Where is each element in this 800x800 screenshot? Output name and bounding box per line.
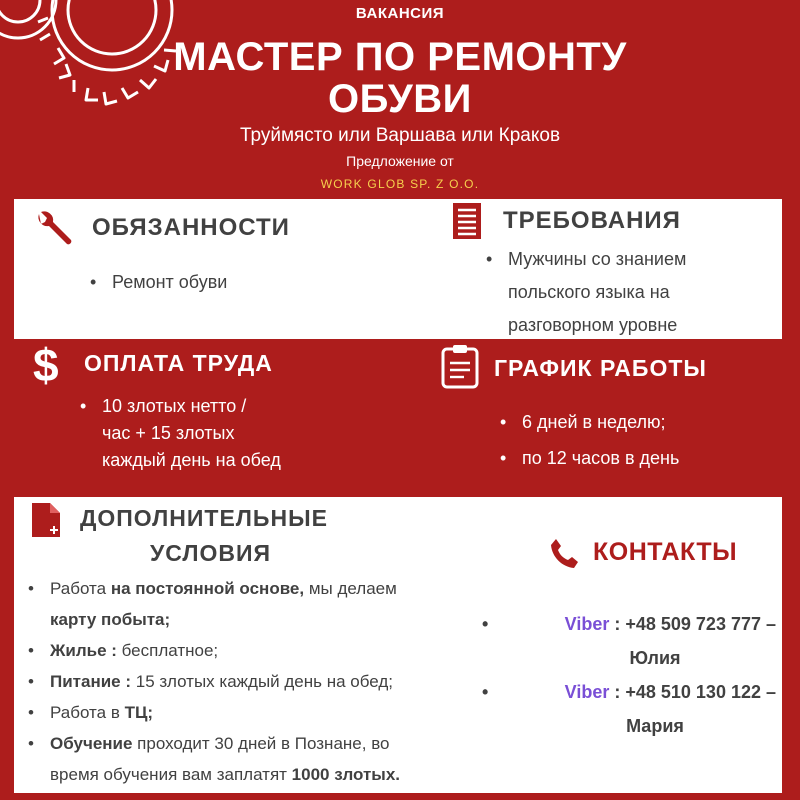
schedule-title: ГРАФИК РАБОТЫ xyxy=(494,355,707,381)
schedule-list xyxy=(500,404,679,476)
contact-number[interactable]: : +48 510 130 122 – xyxy=(609,682,776,702)
item-bold: на постоянной основе, xyxy=(110,579,305,598)
document-lines-icon xyxy=(452,202,482,240)
dollar-icon: $ xyxy=(33,339,59,391)
document-plus-icon xyxy=(31,502,61,538)
title-line-1: МАСТЕР ПО РЕМОНТУ xyxy=(173,35,627,79)
requirements-title: ТРЕБОВАНИЯ xyxy=(503,207,681,234)
item-bold: Питание : xyxy=(50,672,132,691)
page-title xyxy=(0,36,800,120)
contact-entry xyxy=(480,675,780,709)
job-kicker: ВАКАНСИЯ xyxy=(355,5,445,22)
list-item xyxy=(28,697,468,728)
item-bold: карту побыта; xyxy=(50,610,171,629)
phone-icon xyxy=(549,537,579,569)
viber-label: Viber xyxy=(564,614,610,634)
additional-title-line-1: ДОПОЛНИТЕЛЬНЫЕ xyxy=(80,505,328,531)
item-text: Работа в xyxy=(50,703,125,722)
list-item: • Ремонт обуви xyxy=(90,270,227,294)
item-text: мы делаем xyxy=(304,579,397,598)
company-name: WORK GLOB SP. Z O.O. xyxy=(320,177,480,191)
list-item xyxy=(28,573,468,635)
contact-number[interactable]: : +48 509 723 777 – xyxy=(609,614,776,634)
contact-entry xyxy=(480,607,780,641)
pay-line-2: час + 15 злотых xyxy=(102,423,235,443)
offer-from: Предложение от xyxy=(346,153,454,169)
list-item xyxy=(28,728,468,790)
pay-title: ОПЛАТА ТРУДА xyxy=(84,350,273,376)
requirements-line-3: разговорном уровне xyxy=(508,315,678,335)
list-item: • 6 дней в неделю; xyxy=(500,404,679,440)
list-item xyxy=(28,635,468,666)
pay-list xyxy=(80,393,281,474)
contacts-title: КОНТАКТЫ xyxy=(593,538,738,566)
item-bold: Обучение xyxy=(50,734,133,753)
locations: Труймясто или Варшава или Краков xyxy=(239,125,561,146)
additional-list xyxy=(28,573,468,790)
wrench-icon xyxy=(33,210,73,248)
clipboard-icon xyxy=(440,343,480,389)
requirements-list xyxy=(486,243,686,342)
title-line-2: ОБУВИ xyxy=(328,77,472,121)
list-item xyxy=(486,243,686,342)
item-text: 15 злотых каждый день на обед; xyxy=(131,672,394,691)
additional-title-line-2: УСЛОВИЯ xyxy=(150,540,272,566)
item-bold: Жилье : xyxy=(50,641,117,660)
pay-line-1: 10 злотых нетто / xyxy=(102,396,247,416)
contacts-list xyxy=(480,607,780,743)
item-text: Работа xyxy=(50,579,111,598)
bullet: • xyxy=(482,614,489,634)
item-text: время обучения вам заплатят xyxy=(50,765,292,784)
bullet: • xyxy=(482,682,489,702)
item-bold: ТЦ; xyxy=(124,703,154,722)
list-item xyxy=(28,666,468,697)
viber-label: Viber xyxy=(564,682,610,702)
item-bold: 1000 злотых. xyxy=(291,765,400,784)
requirements-line-2: польского языка на xyxy=(508,282,670,302)
item-text: бесплатное; xyxy=(116,641,219,660)
pay-line-3: каждый день на обед xyxy=(102,450,281,470)
list-item xyxy=(80,393,281,474)
requirements-line-1: Мужчины со знанием xyxy=(508,249,687,269)
duties-title: ОБЯЗАННОСТИ xyxy=(92,214,290,241)
duties-list xyxy=(90,270,227,294)
contact-name: Юлия xyxy=(629,648,681,668)
list-item: • по 12 часов в день xyxy=(500,440,679,476)
contact-name: Мария xyxy=(626,716,684,736)
item-text: проходит 30 дней в Познане, во xyxy=(132,734,390,753)
